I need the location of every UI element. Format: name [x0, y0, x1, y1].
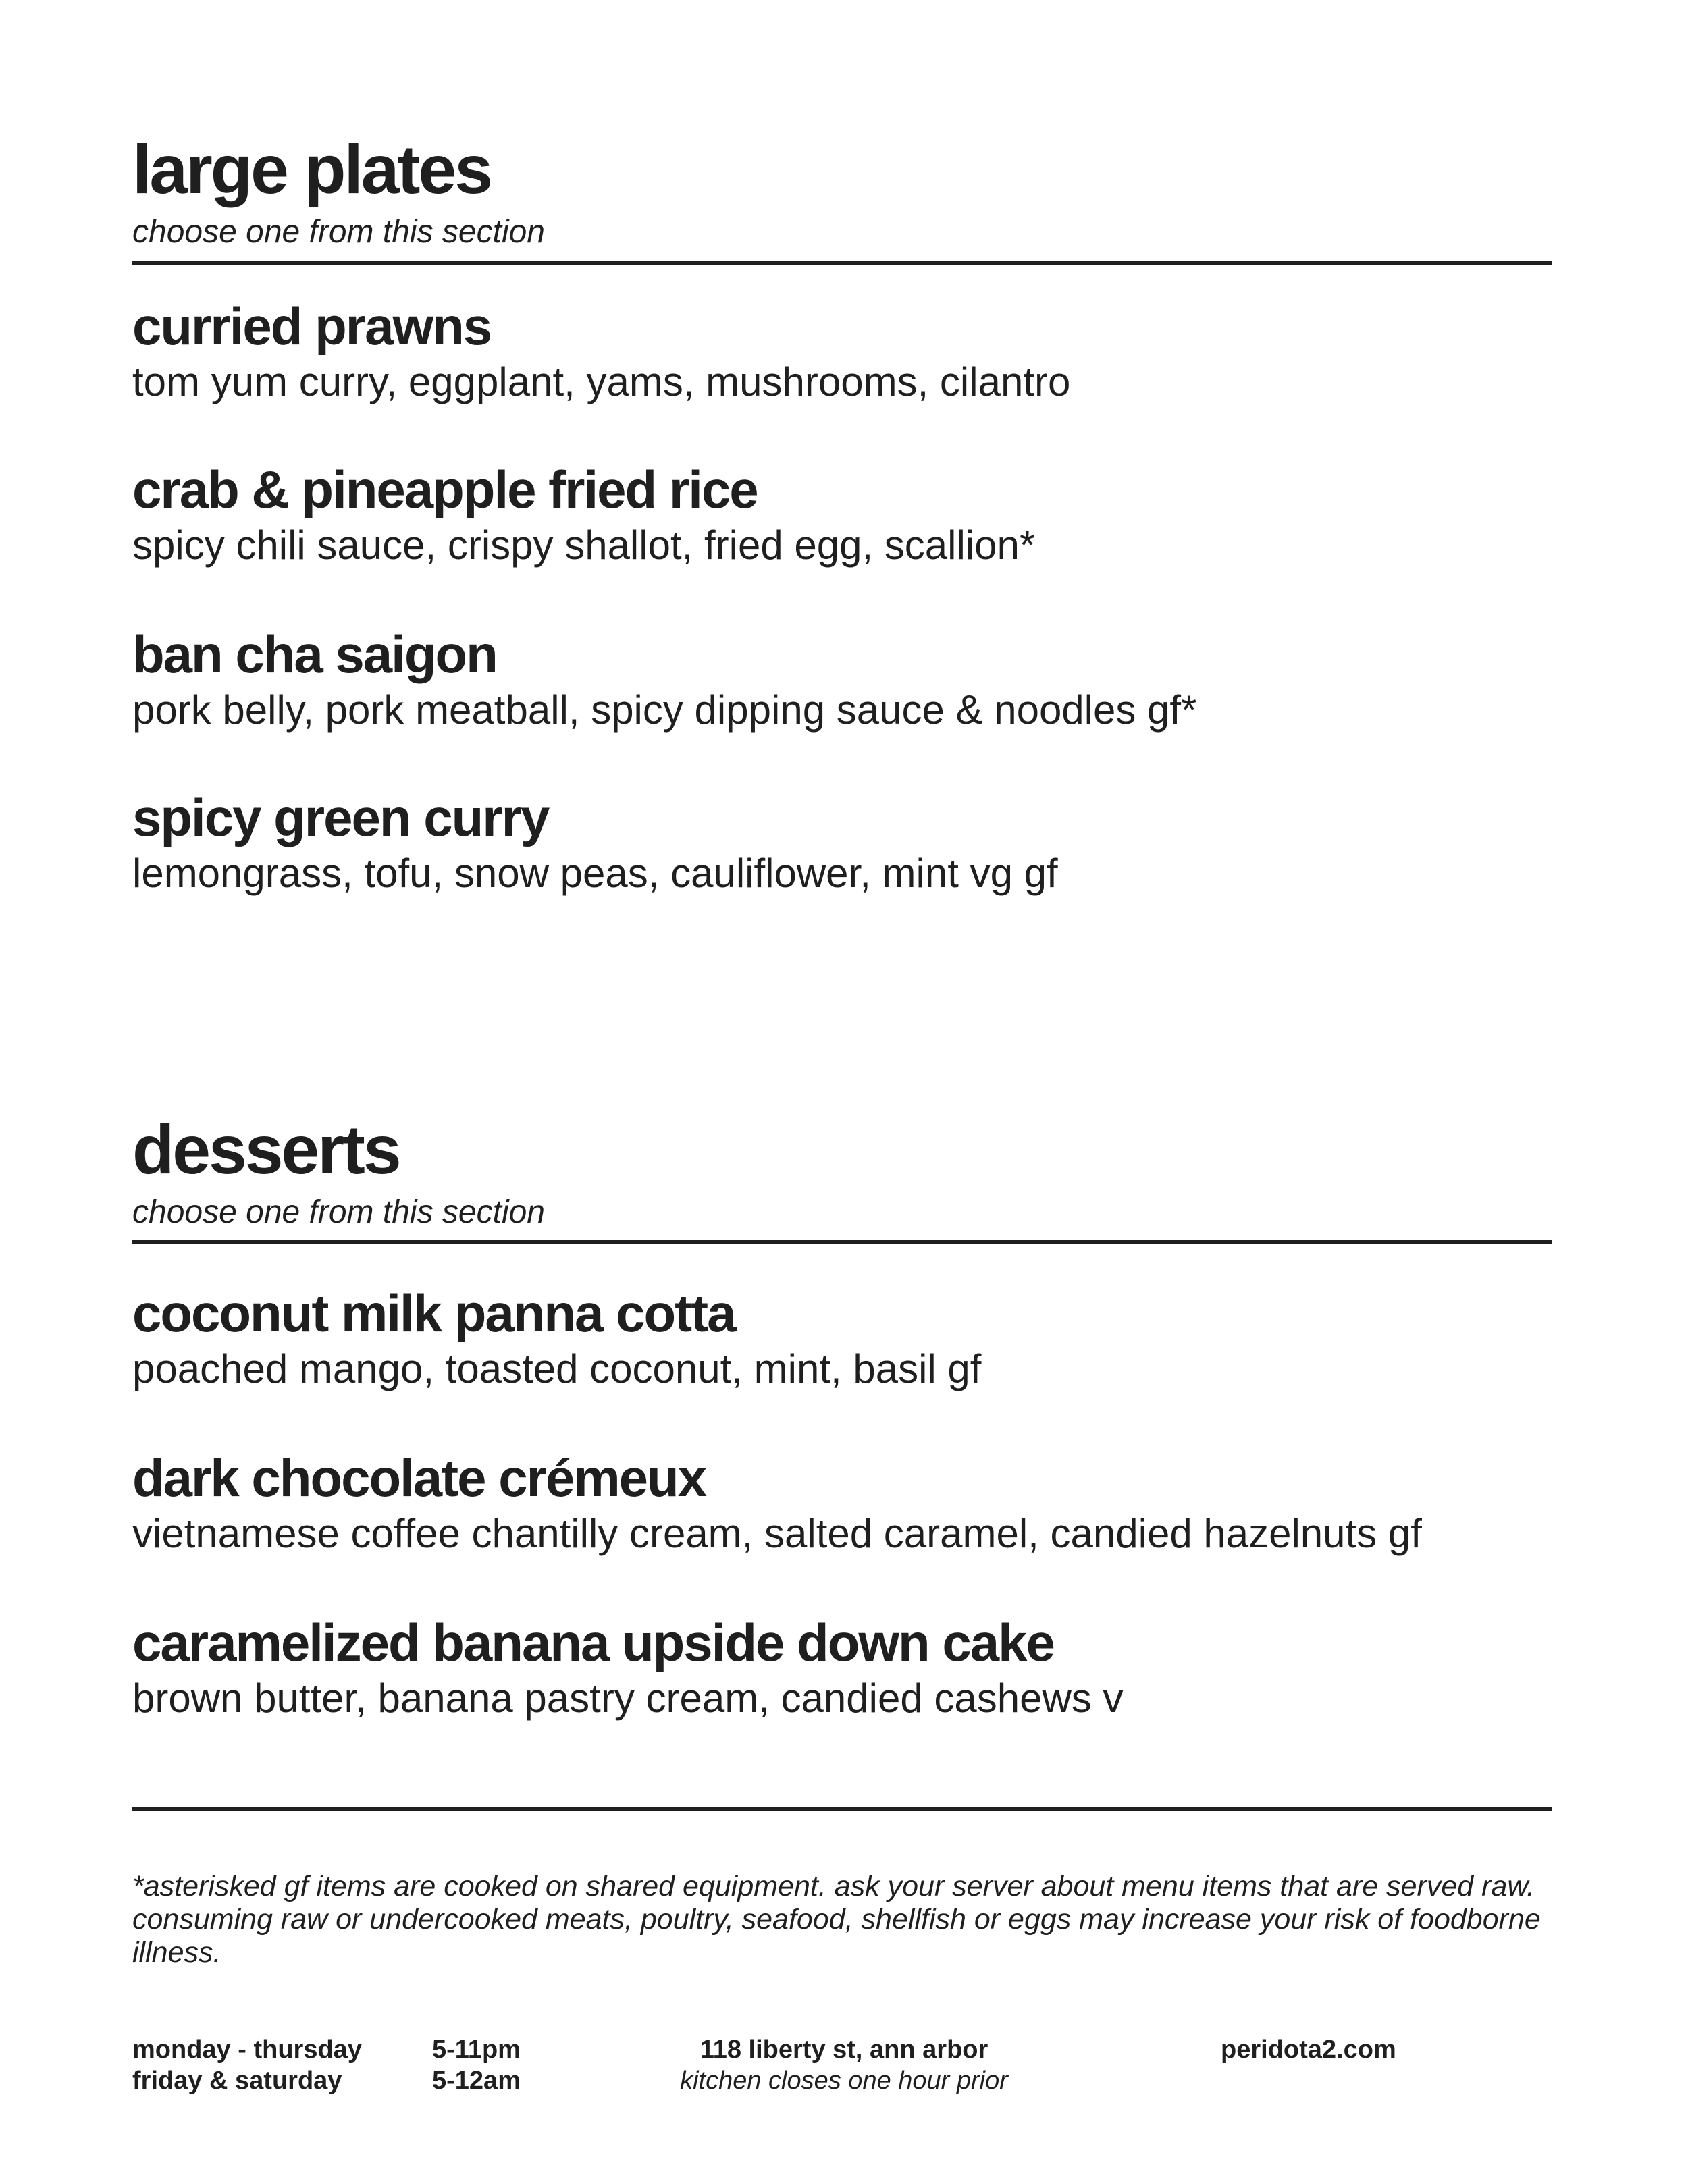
footer-location — [621, 2034, 1067, 2096]
address: 118 liberty st, ann arbor — [700, 2035, 988, 2064]
section-title: large plates — [132, 131, 491, 208]
item-description: vietnamese coffee chantilly cream, salted caramel, candied hazelnuts gf — [132, 1511, 1422, 1556]
section-subtitle: choose one from this section — [132, 1194, 545, 1230]
desserts-header — [132, 1111, 1552, 1230]
item-name: curried prawns — [132, 296, 492, 356]
footer-days — [132, 2034, 362, 2096]
item-name: dark chocolate crémeux — [132, 1448, 706, 1508]
item-name: caramelized banana upside down cake — [132, 1613, 1054, 1672]
menu-item — [132, 460, 1584, 568]
menu-item — [132, 1283, 1584, 1391]
kitchen-note: kitchen closes one hour prior — [680, 2067, 1008, 2095]
days-weekend: friday & saturday — [132, 2067, 342, 2095]
item-description: spicy chili sauce, crispy shallot, fried egg, scallion* — [132, 523, 1036, 568]
large-plates-header — [132, 131, 1552, 250]
item-name: coconut milk panna cotta — [132, 1283, 735, 1343]
menu-item — [132, 1448, 1584, 1556]
allergen-disclaimer: *asterisked gf items are cooked on shared equipment. ask your server about menu items that are served raw. consuming raw or undercooked meats, poultry, seafood, shellfish or eggs may increase your risk of foodborne illness. — [132, 1870, 1541, 1969]
website-link[interactable]: peridota2.com — [1221, 2035, 1396, 2064]
menu-item — [132, 624, 1584, 733]
item-name: crab & pineapple fried rice — [132, 460, 758, 519]
menu-item — [132, 1613, 1584, 1721]
footer-divider — [132, 1807, 1552, 1811]
item-name: spicy green curry — [132, 788, 549, 847]
section-divider — [132, 261, 1552, 265]
item-description: poached mango, toasted coconut, mint, basil gf — [132, 1346, 982, 1391]
item-description: pork belly, pork meatball, spicy dipping sauce & noodles gf* — [132, 687, 1197, 733]
section-divider — [132, 1240, 1552, 1244]
hours-weekend: 5-12am — [432, 2067, 521, 2095]
menu-item — [132, 788, 1584, 896]
days-weekday: monday - thursday — [132, 2035, 362, 2064]
item-name: ban cha saigon — [132, 624, 497, 684]
hours-weekday: 5-11pm — [432, 2035, 521, 2064]
footer-website — [1221, 2034, 1396, 2065]
section-subtitle: choose one from this section — [132, 214, 545, 250]
item-description: brown butter, banana pastry cream, candied cashews v — [132, 1676, 1124, 1721]
footer-hours — [432, 2034, 521, 2096]
item-description: tom yum curry, eggplant, yams, mushrooms, cilantro — [132, 359, 1071, 404]
section-title: desserts — [132, 1111, 400, 1188]
item-description: lemongrass, tofu, snow peas, cauliflower, mint vg gf — [132, 851, 1058, 896]
menu-item — [132, 296, 1584, 404]
